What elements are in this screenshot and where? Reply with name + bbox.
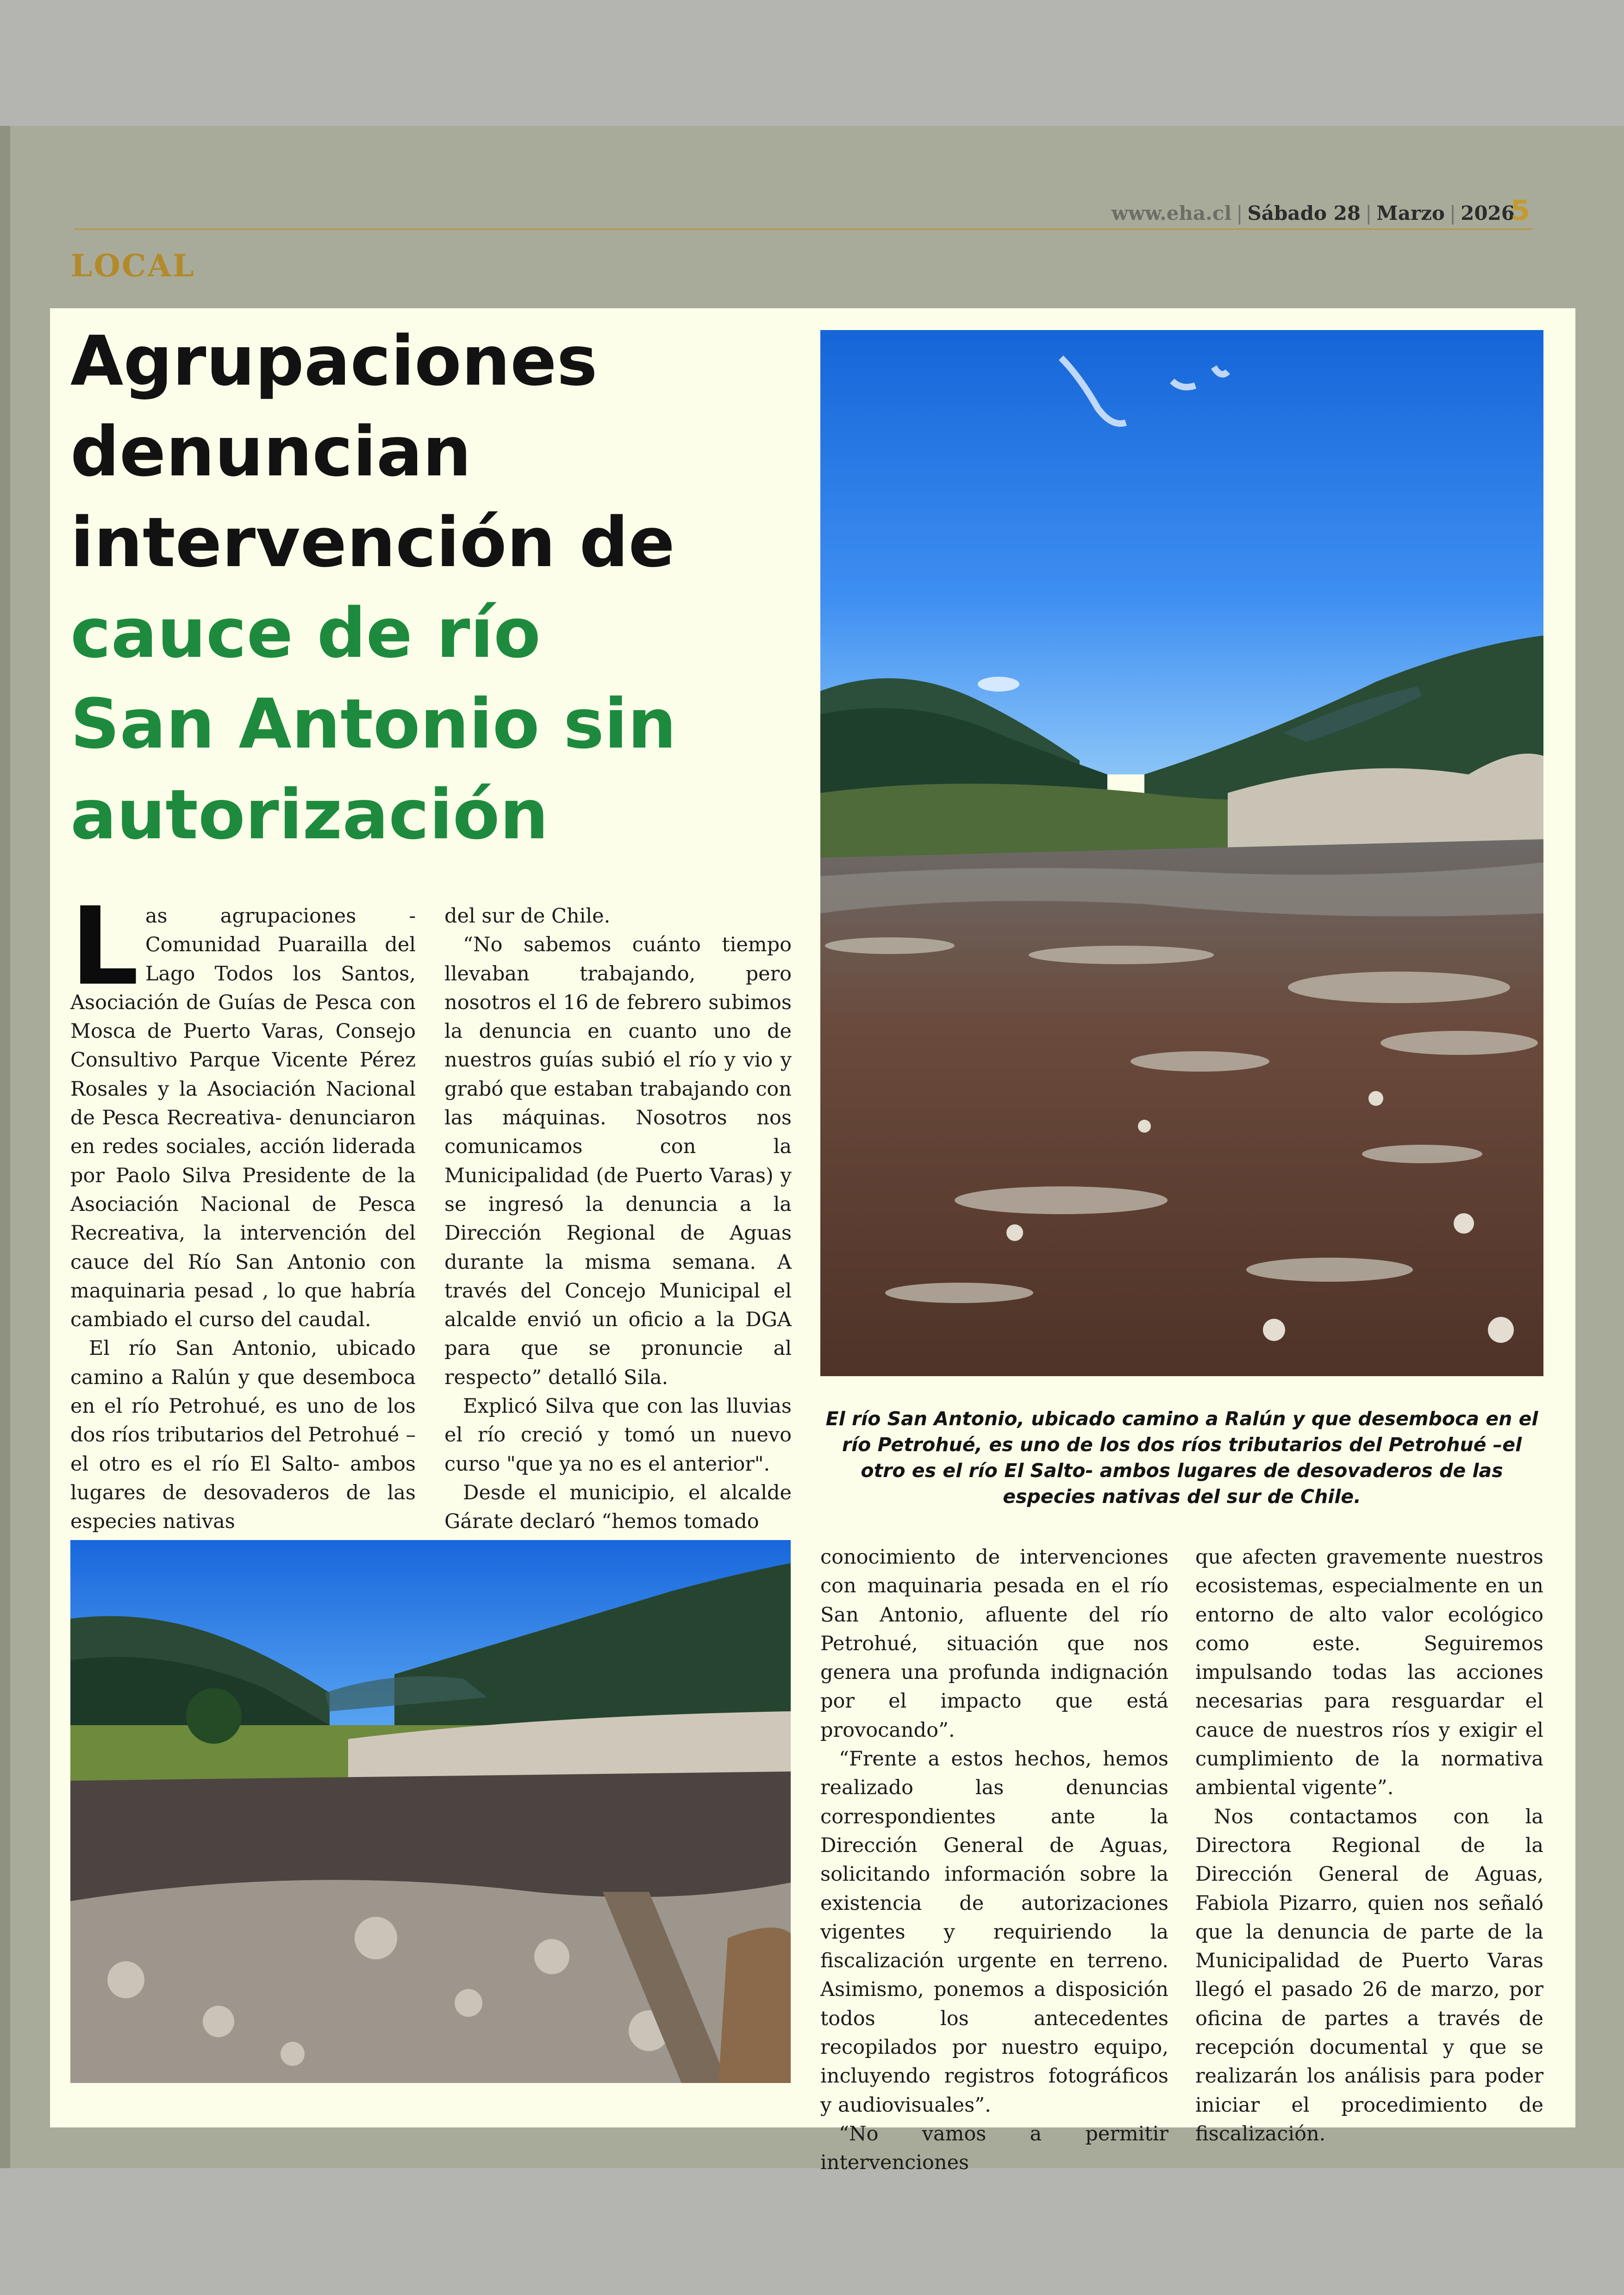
article-paragraph: “No sabemos cuánto tiempo llevaban trabajando, pero nosotros el 16 de febrero subimos la denuncia en cuanto uno de nuestros guías subió el río y vio y grabó que estaban trabajando con las máquinas. Nosotros nos comunicamos con la Municipalidad (de Puerto Varas) y se ingresó la denuncia a la Dirección Regional de Aguas durante la misma semana. A través del Concejo Municipal el alcalde envió un oficio a la DGA para que se pronuncie al respecto” detalló Sila. [444, 933, 792, 1389]
separator: | [1236, 201, 1243, 225]
headline-line: denuncian [70, 412, 472, 492]
page-number: 5 [1511, 194, 1530, 227]
river-photo-secondary[interactable] [70, 1540, 791, 2083]
river-landscape-icon [820, 330, 1543, 1376]
article-paragraph: Desde el municipio, el alcalde Gárate declaró “hemos tomado [444, 1481, 792, 1534]
photo-caption: El río San Antonio, ubicado camino a Ralún y que desemboca en el río Petrohué, es uno de los dos ríos tributarios del Petrohué –el otro es el río El Salto- ambos lugares de desovaderos de las especies nativas del sur de Chile. [825, 1408, 1538, 1508]
article-paragraph: Explicó Silva que con las lluvias el río creció y tomó un nuevo curso "que ya no es el anterior". [444, 1395, 792, 1476]
drop-cap: L [70, 884, 139, 1009]
article-column-2 [444, 902, 792, 1536]
issue-month: Marzo [1376, 201, 1445, 225]
river-landscape-icon [70, 1540, 791, 2083]
article-paragraph: “Frente a estos hechos, hemos realizado las denuncias correspondientes ante la Dirección General de Aguas, solicitando información sobre la existencia de autorizaciones vigentes y requiriendo la fiscalización urgente en terreno. Asimismo, ponemos a disposición todos los antecedentes recopilados por nuestro equipo, incluyendo registros fotográficos y audiovisuales”. [820, 1747, 1168, 2117]
article-paragraph: “No vamos a permitir intervenciones [820, 2122, 1168, 2175]
article-paragraph: del sur de Chile. [444, 904, 611, 928]
headline-line-green: San Antonio sin [70, 684, 677, 764]
article-paragraph: Nos contactamos con la Directora Regional de la Dirección General de Aguas, Fabiola Pizarro, quien nos señaló que la denuncia de parte de la Municipalidad de Puerto Varas llegó el pasado 26 de marzo, por oficina de partes a través de recepción documental y que se realizarán los análisis para poder iniciar el procedimiento de fiscalización. [1195, 1805, 1543, 2145]
issue-year: 2026 [1461, 201, 1515, 225]
headline-line: Agrupaciones [70, 321, 598, 401]
article-paragraph: que afecten gravemente nuestros ecosistemas, especialmente en un entorno de alto valor ecológico como este. Seguiremos impulsando todas las acciones necesarias para resguardar el cauce de nuestros ríos y exigir el cumplimiento de la normativa ambiental vigente”. [1195, 1546, 1543, 1800]
article-column-1 [70, 884, 416, 1536]
header-rule [74, 228, 1532, 230]
separator: | [1449, 201, 1456, 225]
section-label: LOCAL [71, 248, 196, 284]
page-edge-shadow [0, 126, 10, 2168]
separator: | [1365, 201, 1372, 225]
article-headline [70, 316, 820, 860]
issue-day: Sábado 28 [1247, 201, 1361, 225]
river-photo-main[interactable] [820, 330, 1543, 1376]
article-column-4 [1195, 1543, 1543, 2148]
article-paragraph: El río San Antonio, ubicado camino a Ralún y que desemboca en el río Petrohué, es uno de los dos ríos tributarios del Petrohué – el otro es el río El Salto- ambos lugares de desovaderos de las especies nativas [70, 1337, 416, 1534]
page-header-meta [1112, 199, 1518, 227]
article-paragraph: conocimiento de intervenciones con maquinaria pesada en el río San Antonio, afluente del río Petrohué, situación que nos genera una profunda indignación por el impacto que está provocando”. [820, 1546, 1168, 1742]
article-column-3 [820, 1543, 1168, 2177]
headline-line: intervención de [70, 503, 675, 582]
headline-line-green: autorización [70, 775, 549, 854]
headline-line-green: cauce de río [70, 593, 541, 673]
article-paragraph: Las agrupaciones -Comunidad Puarailla del Lago Todos los Santos, Asociación de Guías de Pesca con Mosca de Puerto Varas, Consejo Consultivo Parque Vicente Pérez Rosales y la Asociación Nacional de Pesca Recreativa- denunciaron en redes sociales, acción liderada por Paolo Silva Presidente de la Asociación Nacional de Pesca Recreativa, la intervención del cauce del Río San Antonio con maquinaria pesad , lo que habría cambiado el curso del caudal. [70, 884, 416, 1332]
site-url[interactable]: www.eha.cl [1111, 201, 1232, 225]
